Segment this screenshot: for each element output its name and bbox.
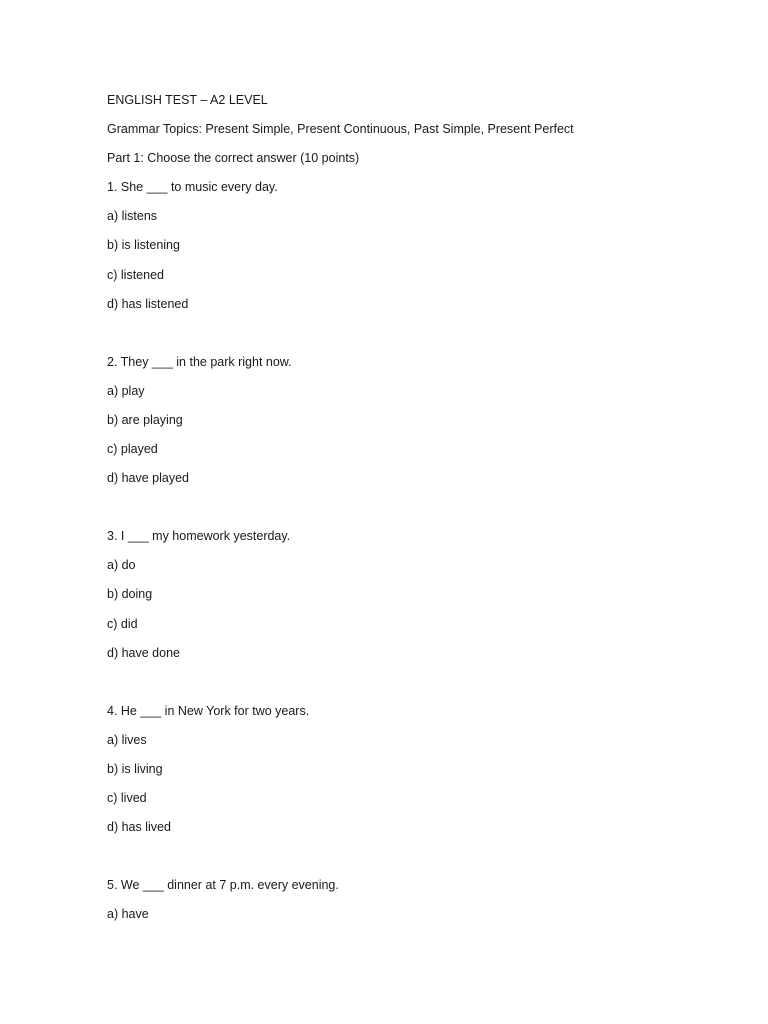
answer-option: c) listened <box>107 267 164 282</box>
test-title: ENGLISH TEST – A2 LEVEL <box>107 93 268 107</box>
blank-line <box>107 847 707 876</box>
question-3 <box>107 527 707 661</box>
answer-option: d) has lived <box>107 820 171 835</box>
question-text: 1. She ___ to music every day. <box>107 180 278 195</box>
answer-option: d) have done <box>107 645 180 660</box>
question-text: 2. They ___ in the park right now. <box>107 354 292 369</box>
answer-option: d) have played <box>107 471 190 486</box>
answer-option: b) doing <box>107 587 153 602</box>
part-1-heading: Part 1: Choose the correct answer (10 points) <box>107 151 360 166</box>
question-2 <box>107 353 707 487</box>
grammar-topics: Grammar Topics: Present Simple, Present Continuous, Past Simple, Present Perfect <box>107 122 574 137</box>
answer-option: a) listens <box>107 209 158 224</box>
answer-option: c) played <box>107 442 158 457</box>
answer-option: c) lived <box>107 790 147 805</box>
question-text: 5. We ___ dinner at 7 p.m. every evening. <box>107 878 339 893</box>
blank-line <box>107 324 707 353</box>
question-5 <box>107 876 707 923</box>
blank-line <box>107 498 707 527</box>
answer-option: a) do <box>107 558 136 573</box>
answer-option: b) are playing <box>107 412 183 427</box>
answer-option: d) has listened <box>107 296 189 311</box>
answer-option: b) is living <box>107 761 163 776</box>
answer-option: c) did <box>107 616 138 631</box>
answer-option: a) play <box>107 383 145 398</box>
answer-option: a) lives <box>107 732 147 747</box>
question-4 <box>107 702 707 836</box>
question-text: 3. I ___ my homework yesterday. <box>107 529 291 544</box>
blank-line <box>107 673 707 702</box>
document-body <box>107 91 707 934</box>
answer-option: a) have <box>107 907 149 922</box>
question-text: 4. He ___ in New York for two years. <box>107 703 310 718</box>
question-1 <box>107 178 707 312</box>
answer-option: b) is listening <box>107 238 180 253</box>
